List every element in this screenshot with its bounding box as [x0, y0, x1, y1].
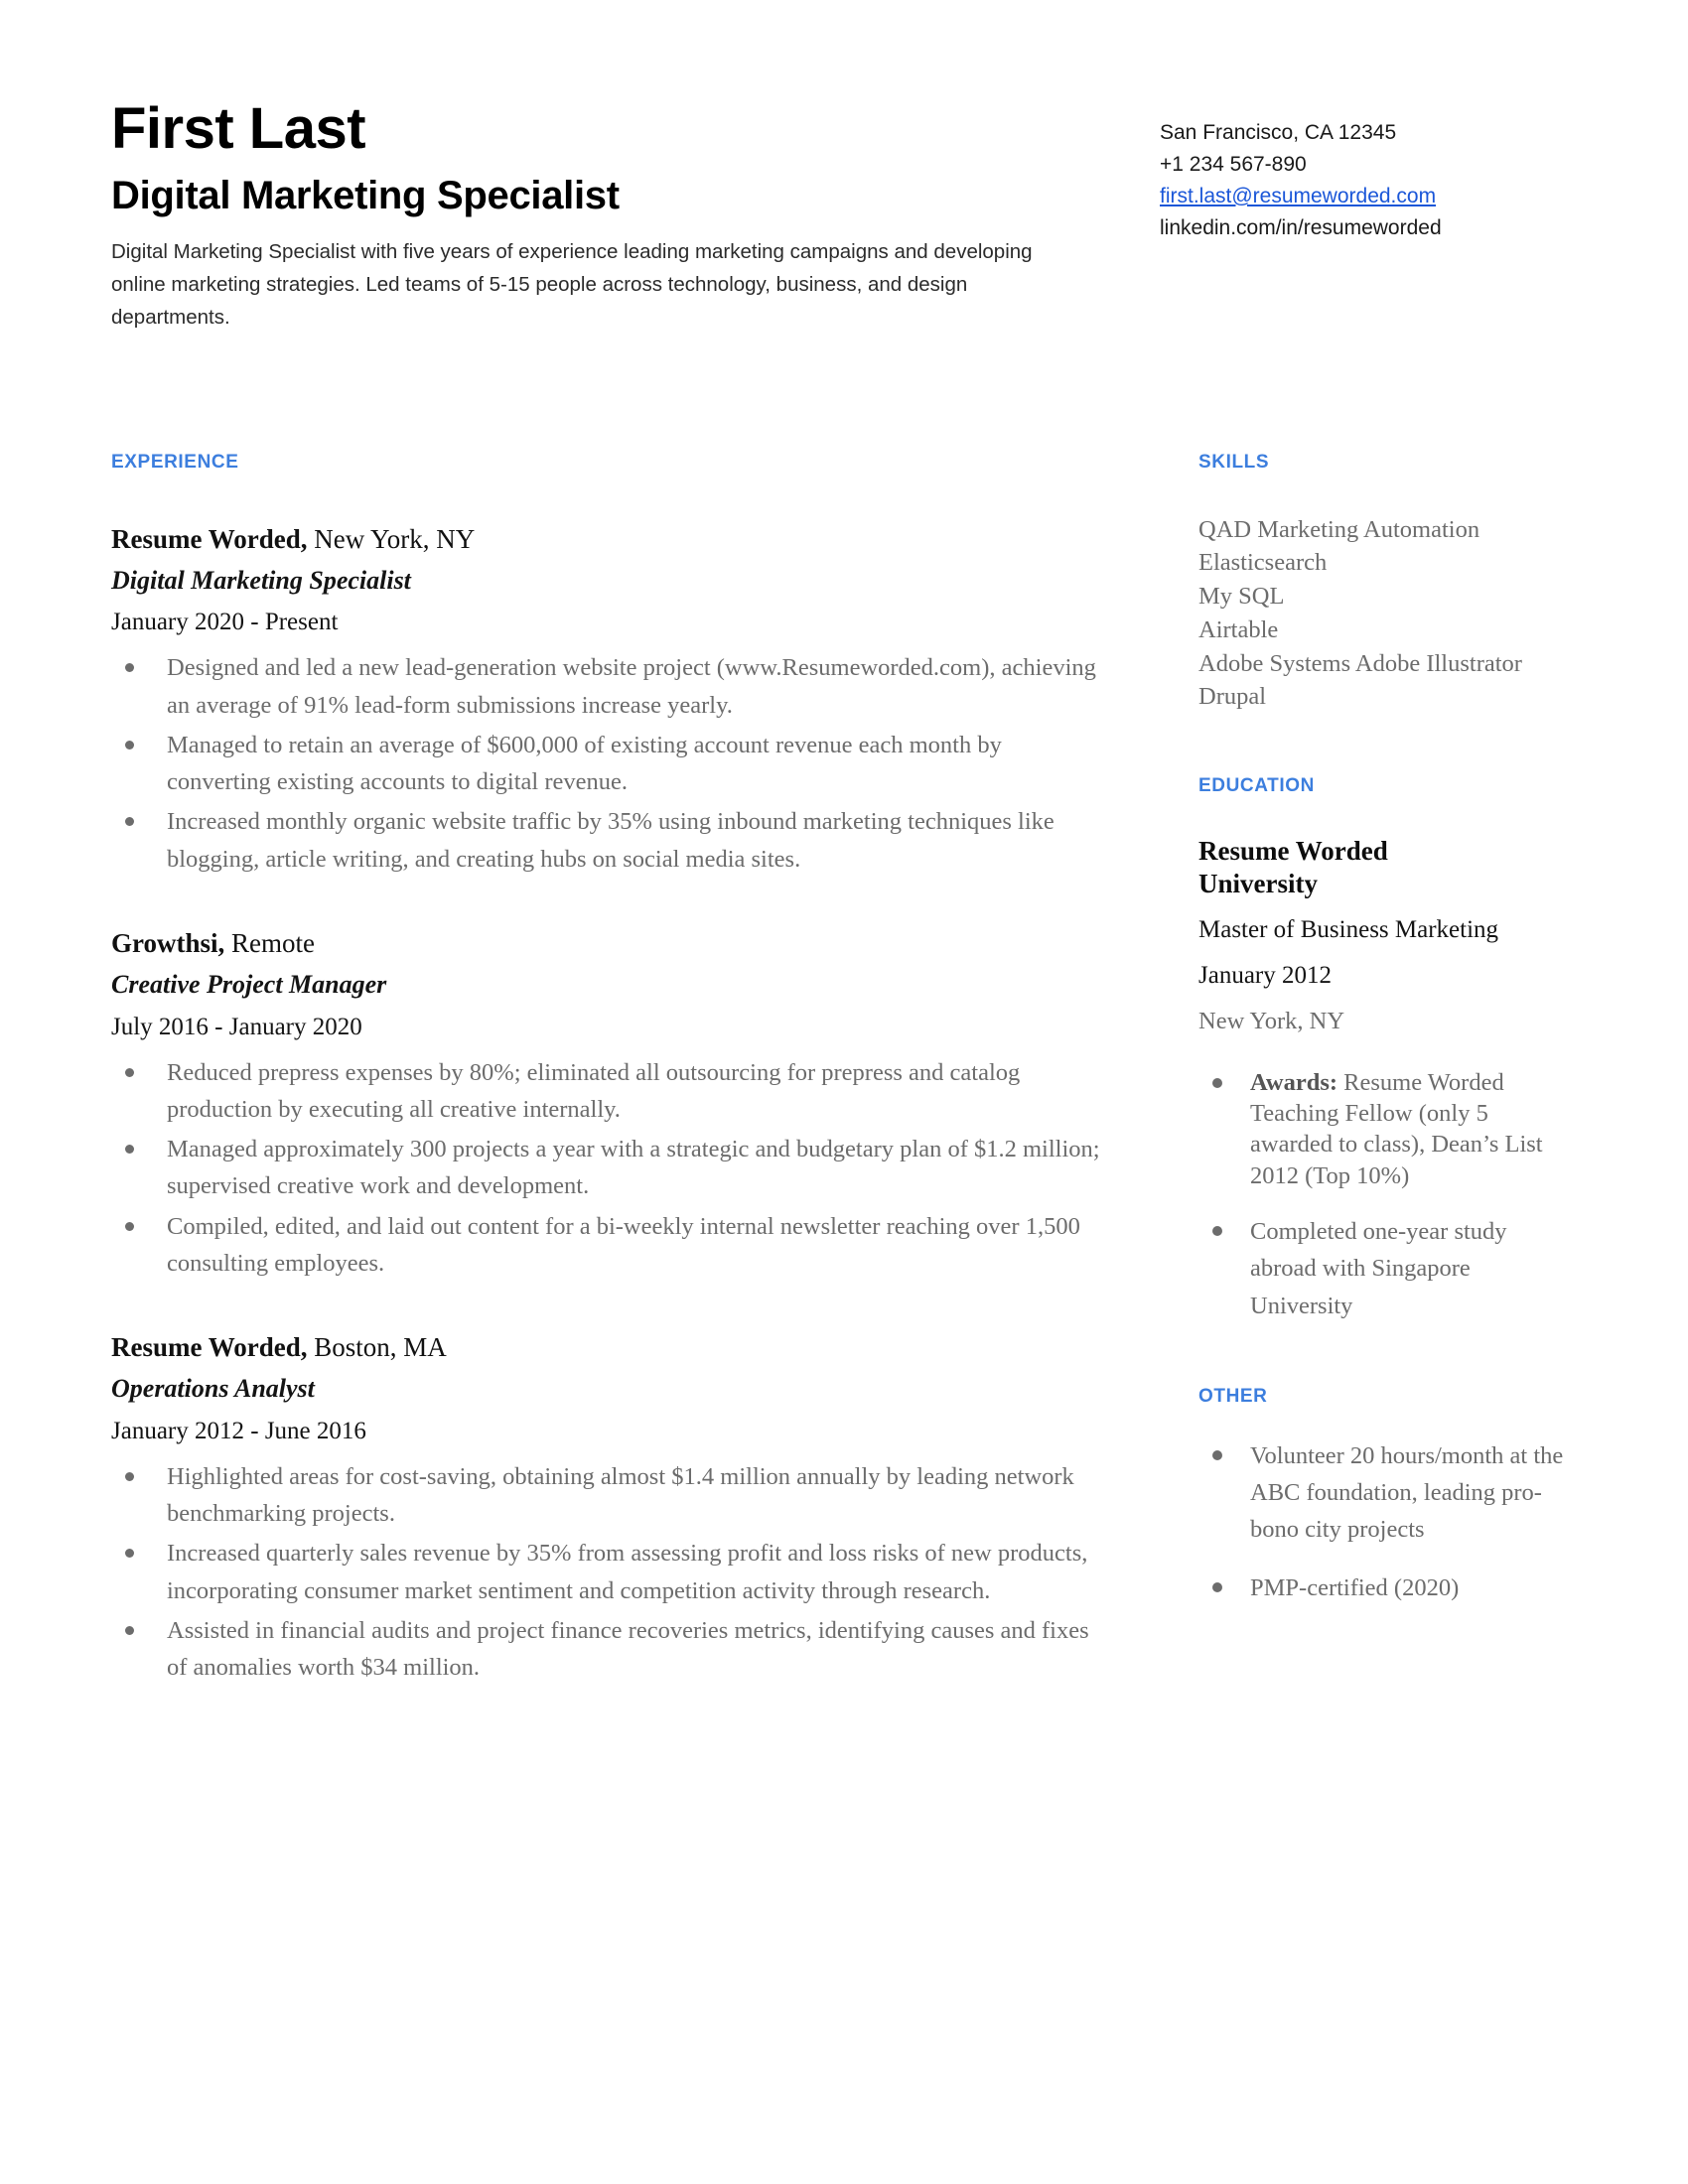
contact-phone[interactable]: +1 234 567-890: [1160, 152, 1307, 176]
education-date: January 2012: [1198, 961, 1332, 989]
other-bullet: Volunteer 20 hours/month at the ABC foundation, leading pro-bono city projects: [1198, 1437, 1576, 1549]
education-bullet-list: [1198, 1067, 1576, 1324]
education-school: Resume Worded University: [1198, 836, 1388, 898]
job-role: Creative Project Manager: [111, 970, 387, 1000]
contact-location: San Francisco, CA 12345: [1160, 121, 1397, 144]
candidate-headline: Digital Marketing Specialist: [111, 173, 620, 217]
job-dates: January 2020 - Present: [111, 609, 339, 636]
job-company-name: Resume Worded,: [111, 523, 308, 554]
job-company-name: Resume Worded,: [111, 1331, 308, 1362]
education-bullet: Completed one-year study abroad with Singapore University: [1198, 1213, 1576, 1324]
education-bullet: [1198, 1067, 1576, 1191]
main-column: [111, 452, 1104, 1690]
job-company-name: Growthsi,: [111, 927, 225, 958]
job-bullet: Compiled, edited, and laid out content for a bi-weekly internal newsletter reaching over 1,500 consulting employees.: [111, 1208, 1104, 1282]
job-bullet: Highlighted areas for cost-saving, obtaining almost $1.4 million annually by leading network benchmarking projects.: [111, 1458, 1104, 1532]
job-bullet: Designed and led a new lead-generation website project (www.Resumeworded.com), achieving an average of 91% lead-form submissions increase yearly.: [111, 649, 1104, 723]
candidate-summary: Digital Marketing Specialist with five years of experience leading marketing campaigns and developing online marketing strategies. Led teams of 5-15 people across technology, business, and design departments.: [111, 239, 1033, 330]
resume-body: [111, 452, 1577, 1690]
job-company-line: [111, 925, 1104, 961]
job-dates: January 2012 - June 2016: [111, 1417, 366, 1444]
education-degree: Master of Business Marketing: [1198, 916, 1499, 944]
skill-item: Drupal: [1198, 683, 1267, 711]
skill-item: Airtable: [1198, 615, 1279, 643]
education-location: New York, NY: [1198, 1007, 1345, 1034]
job-bullet-list: [111, 1054, 1104, 1282]
contact-linkedin[interactable]: linkedin.com/in/resumeworded: [1160, 215, 1442, 239]
job-location: Boston, MA: [307, 1331, 447, 1362]
job-dates: July 2016 - January 2020: [111, 1013, 362, 1040]
job-role: Operations Analyst: [111, 1374, 315, 1404]
job-bullet: Increased monthly organic website traffic by 35% using inbound marketing techniques like blogging, article writing, and creating hubs on social media sites.: [111, 803, 1104, 877]
side-column: [1198, 452, 1576, 1607]
contact-block: [1160, 99, 1577, 244]
skill-item: Adobe Systems Adobe Illustrator: [1198, 649, 1522, 677]
header-identity: [111, 96, 1104, 335]
job-bullet: Assisted in financial audits and project finance recoveries metrics, identifying causes and fixes of anomalies worth $34 million.: [111, 1612, 1104, 1686]
job-bullet: Increased quarterly sales revenue by 35% from assessing profit and loss risks of new products, incorporating consumer market sentiment and competition activity through research.: [111, 1535, 1104, 1608]
skill-item: Elasticsearch: [1198, 549, 1328, 577]
section-title-education: EDUCATION: [1198, 775, 1315, 797]
job-bullet-list: [111, 649, 1104, 877]
other-section: [1198, 1386, 1576, 1607]
contact-email-link[interactable]: first.last@resumeworded.com: [1160, 184, 1437, 207]
job-role: Digital Marketing Specialist: [111, 565, 411, 595]
skills-list: [1198, 513, 1576, 715]
experience-entry: [111, 925, 1104, 1282]
skill-item: QAD Marketing Automation: [1198, 515, 1480, 543]
experience-entry: [111, 521, 1104, 878]
section-title-other: OTHER: [1198, 1385, 1268, 1407]
skills-section: [1198, 452, 1576, 715]
job-bullet: Managed approximately 300 projects a year with a strategic and budgetary plan of $1.2 million; supervised creative work and development.: [111, 1131, 1104, 1204]
experience-entry: [111, 1329, 1104, 1686]
award-label: Awards:: [1250, 1068, 1338, 1096]
other-bullet: PMP-certified (2020): [1198, 1570, 1576, 1606]
job-bullet: Managed to retain an average of $600,000 of existing account revenue each month by converting existing accounts to digital revenue.: [111, 727, 1104, 800]
job-bullet: Reduced prepress expenses by 80%; eliminated all outsourcing for prepress and catalog production by executing all creative internally.: [111, 1054, 1104, 1128]
section-title-experience: EXPERIENCE: [111, 451, 239, 473]
education-section: [1198, 775, 1576, 1323]
award-text: Resume Worded Teaching Fellow (only 5 awarded to class), Dean’s List 2012 (Top 10%): [1250, 1068, 1543, 1189]
job-location: Remote: [224, 927, 315, 958]
job-company-line: [111, 1329, 1104, 1365]
candidate-name: First Last: [111, 96, 366, 161]
resume-header: [111, 96, 1577, 335]
other-bullet-list: [1198, 1437, 1576, 1607]
job-bullet-list: [111, 1458, 1104, 1686]
skill-item: My SQL: [1198, 583, 1285, 611]
job-location: New York, NY: [307, 523, 476, 554]
section-title-skills: SKILLS: [1198, 451, 1270, 473]
job-company-line: [111, 521, 1104, 557]
